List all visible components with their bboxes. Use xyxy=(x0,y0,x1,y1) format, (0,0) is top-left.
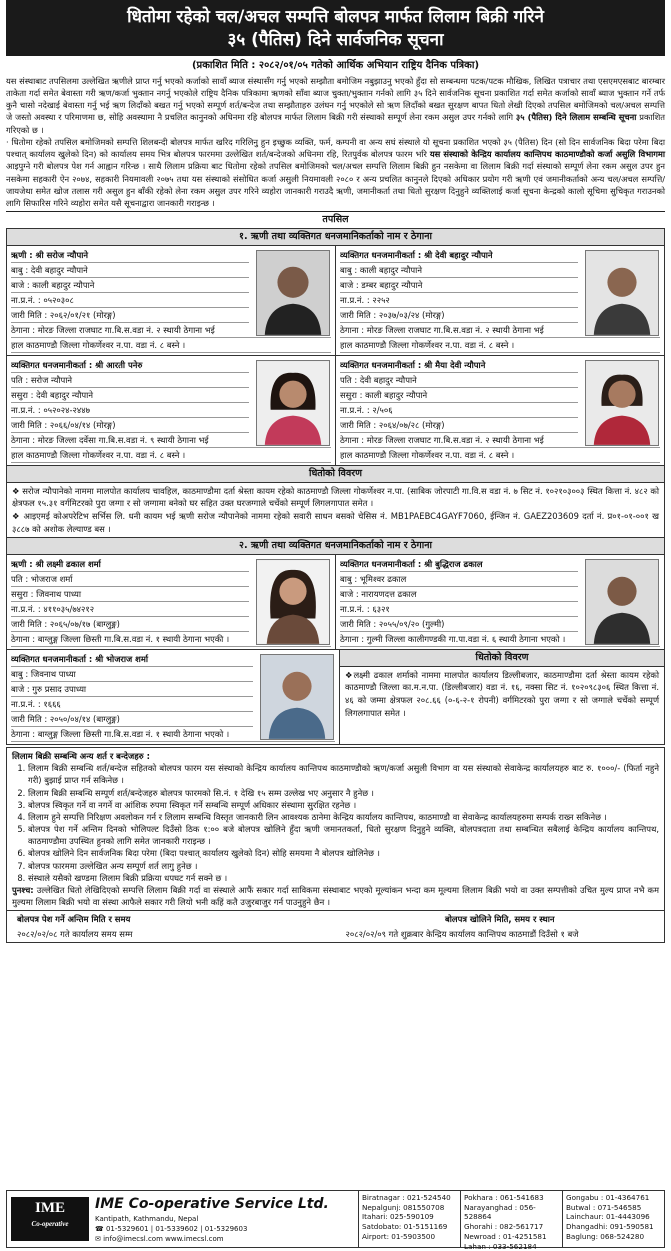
card-line: ठेगाना : बाग्लुङ्ग जिल्ला छिस्ती गा.बि.स.वडा नं. १ स्थायी ठेगाना भएको । xyxy=(11,727,335,742)
card-line: ठेगाना : बाग्लुङ्ग जिल्ला छिस्ती गा.बि.स.वडा नं. १ स्थायी ठेगाना भएकी । xyxy=(11,632,331,647)
collateral-1-details xyxy=(6,483,665,538)
branch-list-3: Gongabu : 01-4364761 Butwal : 071-546585 Lainchaur: 01-4443096 Dhangadhi: 091-590581 Baglung: 068-524280 xyxy=(566,1193,654,1241)
section-2-grid xyxy=(6,555,665,745)
card-line: ठेगाना : गुल्मी जिल्ला कालीगण्डकी गा.पा.वडा नं. ६ स्थायी ठेगाना भएको । xyxy=(340,632,660,647)
branch-list-1: Biratnagar : 021-524540 Nepalgunj: 081550708 Itahari: 025-590109 Satdobato: 01-5151169 Airport: 01-5903500 xyxy=(359,1191,461,1247)
card-heading: व्यक्तिगत धनजमानीकर्ता : श्री बुद्धिराज ढकाल xyxy=(340,557,578,572)
card-line: हाल काठमाण्डौ जिल्ला गोकर्णेश्वर न.पा. वडा नं. ८ बस्ने । xyxy=(11,338,331,353)
bid-deadline-value: २०८२/०२/०८ गते कार्यालय समय सम्म xyxy=(17,928,133,939)
collateral-2-title: धितोको विवरण xyxy=(340,650,664,667)
card-line: ना.प्र.नं. : ०५२०२४-२४४७ xyxy=(11,403,249,418)
card-line: जारी मिति : २०५५/०९/२० (गुल्मी) xyxy=(340,617,578,632)
section-1-grid xyxy=(6,246,665,466)
card-line: जारी मिति : २०६६/०४/१४ (मोरङ्ग) xyxy=(11,418,249,433)
card-line: ठेगाना : मोरङ जिल्ला राजघाट गा.बि.स.वडा नं. २ स्थायी ठेगाना भई xyxy=(11,323,331,338)
term-item: 5. बोलपत्र पेश गर्ने अन्तिम दिनको भोलिपल्ट दिउँसो ठिक १:०० बजे बोलपत्र खोलिने हुँदा ऋणी जमानतकर्ता, धितो सुरक्षण दिनुहुने व्यक्ति, बोलपत्रदाता तथा सम्बन्धित सबैलाई केन्द्रिय कार्यालय कान्तिपथ, काठमाण्डौमा उपस्थित हुनको लागि समेत जानकारी गराइन्छ । xyxy=(28,823,659,847)
section-1-row-2 xyxy=(7,355,664,465)
terms-list xyxy=(12,762,659,884)
mail-icon: ✉ xyxy=(95,1235,104,1244)
company-web: ✉ info@imecsl.com www.imecsl.com xyxy=(95,1235,224,1244)
intro-p1: यस संस्थाबाट तपसिलमा उल्लेखित ऋणीले प्राप्त गर्नु भएको कर्जाको सावाँ ब्याज संस्थासँग गर्नु भएको सम्झौता बमोजिम नबुझाउनु भएको हुँदा सो सम्बन्धमा पटक/पटक मौखिक, लिखित पत्राचार तथा एसएमएसबाट बारम्बार ताकेता गर्दा समेत बेवास्ता गरी ऋण/कर्जा भुक्तान नगर्नु भएकोले राष्ट्रिय दैनिक पत्रिकामा ऋणको साँवा ब्याज चुक्ता/भुक्तान गर्नको लागि ३५ दिने सार्वजनिक सूचना प्रकाशित गर्दा समेत कर्जाको सावाँ ब्याज भुक्तान गर्ने तर्फ कुनै चासो नदेखाई बेवास्ता गर्नु भई ऋण लिदाँको बखत गर्नु भएको सम्पूर्ण शर्त/बन्देज तथा सम्झौताहरु उलंघन गर्नु भएकोले सो ऋण लिदाँको बखत सुरक्षण बापत धितो लेखी दिएको तपसिल बमोजिमको चल/अचल सम्पत्ति जे जस्तो अवस्था र परिमाणमा छ, सोहि अवस्थामा नै प्रचलित कानुनको अधिनमा रहि बोलपत्र मार्फत लिलाम बिक्री गरी संस्थाको सम्पूर्ण लेना रकम असुल उपर गर्नको लागि xyxy=(6,75,665,123)
guarantor-card xyxy=(335,356,664,465)
intro-p2-bold: यस संस्थाको केन्द्रिय कार्यालय कान्तिपथ काठमाण्डौको कर्जा असुलि विभागमा xyxy=(429,149,666,160)
borrower-card xyxy=(7,246,335,355)
card-line: ना.प्र.नं. : ०५२०३०८ xyxy=(11,293,249,308)
term-item: 7. बोलपत्र फारममा उल्लेखित अन्य सम्पूर्ण शर्त लागु हुनेछ । xyxy=(28,860,659,872)
intro-paragraph-1 xyxy=(6,75,665,136)
card-heading: ऋणी : श्री सरोज न्यौपाने xyxy=(11,248,249,263)
bid-opening xyxy=(336,911,665,941)
section-2-row-2 xyxy=(7,649,664,744)
collateral-item-1: ❖ सरोज न्यौपानेको नाममा मालपोत कार्यालय चावहिल, काठमाण्डौमा दर्ता श्रेस्ता कायम रहेको काठमाण्डौ जिल्ला गोकर्णेश्वर न.पा. (साबिक जोरपाटी गा.वि.स वडा नं. ७ सिट नं. १०२१०३००३ स्थित कित्ता नं. ४८२ को क्षेत्रफल १५.३१ वर्गमिटरको पुरा जग्गा र सो जग्गामा बनेको घर सहित उक्त घरजग्गाले चर्चेको सम्पूर्ण लिगलगापात समेत । xyxy=(12,485,659,509)
person-photo xyxy=(585,250,659,336)
borrower-card xyxy=(7,555,335,649)
company-phones: ☎ 01-5329601 | 01-5339602 | 01-5329603 xyxy=(95,1225,248,1234)
card-line: ना.प्र.नं. : १६६६ xyxy=(11,697,253,712)
bid-deadline-label: बोलपत्र पेश गर्ने अन्तिम मिति र समय xyxy=(17,914,131,925)
card-line: ना.प्र.नं. : ६३२१ xyxy=(340,602,578,617)
terms-title: लिलाम बिक्री सम्बन्धि अन्य शर्त र बन्देजहरु : xyxy=(12,750,150,761)
bid-deadline xyxy=(7,911,336,941)
term-item: 1. लिलाम बिक्री सम्बन्धि शर्त/बन्देज सहितको बोलपत्र फारम यस संस्थाको केन्द्रिय कार्यालय कान्तिपथ काठमाण्डौको ऋण/कर्जा असुली विभाग वा यस संस्थाको सेवाकेन्द्र कार्यालयहरु बाट रु. १०००/- (फिर्ता नहुने गरी) बुझाई प्राप्त गर्न सकिनेछ । xyxy=(28,762,659,786)
phone-icon: ☎ xyxy=(95,1225,106,1234)
branch-list-2: Pokhara : 061-541683 Narayanghad : 056-528864 Ghorahi : 082-561717 Newroad : 01-4251581 Lahan : 033-562184 xyxy=(461,1191,563,1247)
collateral-1-title: धितोको विवरण xyxy=(6,466,665,483)
schedule-heading: तपसिल xyxy=(6,211,665,228)
card-line: ठेगाना : मोरङ जिल्ला राजघाट गा.बि.स.वडा नं. २ स्थायी ठेगाना भई xyxy=(340,433,660,448)
card-line: ना.प्र.नं. : २२५२ xyxy=(340,293,578,308)
intro-p2: धितोमा रहेको तपसिल बमोजिमको सम्पत्ति शिलबन्दी बोलपत्र मार्फत खरिद गरिलिनु हुन इच्छुक व्यक्ति, फर्म, कम्पनी वा अन्य सघं संस्थाले यो सूचना प्रकाशित भएको ३५ (पैतिस) दिन (सो दिन सार्वजनिक बिदा परेमा बिदा पश्चात् कार्यालय खुलेको दिन) को कार्यालय समय भित्र बोलपत्र फारममा उल्लेखित शर्त/बन्देजको अधिनमा रहि, रितपुर्वक बोलपत्र फारम भरि xyxy=(6,136,665,160)
intro-text xyxy=(6,75,665,210)
footer-branding xyxy=(7,1191,359,1247)
postscript-label: पुनश्च: xyxy=(12,885,34,896)
person-photo xyxy=(585,559,659,645)
collateral-2-details: ❖लक्ष्मी ढकाल शर्माको नाममा मालपोत कार्यालय डिल्लीबजार, काठमाण्डौमा दर्ता श्रेस्ता कायम रहेको काठमाण्डौ जिल्ला का.म.न.पा. (डिल्लीबजार) वडा नं. १६, नक्सा सिट नं. १०२०९८३०६ स्थित कित्ता नं. ४६ को जम्मा क्षेत्रफल २०८.६६ (०-६-२-१ रोपनी) वर्गमिटरको पुरा जग्गा र सो जग्गाले चर्चेको सम्पूर्ण लिगलगापात समेत । xyxy=(345,669,659,718)
card-line: बाजे : डम्बर बहादुर न्यौपाने xyxy=(340,278,578,293)
notice-banner xyxy=(6,0,665,56)
section-1-title: १. ऋणी तथा व्यक्तिगत धनजमानिकर्ताको नाम र ठेगाना xyxy=(6,228,665,246)
card-line: ससुरा : जिवनाथ पाध्या xyxy=(11,587,249,602)
term-item: 3. बोलपत्र स्विकृत गर्ने वा नगर्ने वा आंशिक रुपमा स्विकृत गर्ने सम्बन्धि सम्पूर्ण अधिकार संस्थामा सुरक्षित रहनेछ । xyxy=(28,799,659,811)
footer xyxy=(6,1190,665,1251)
card-line: जारी मिति : २०६२/०१/२१ (मोरङ्ग) xyxy=(11,308,249,323)
card-heading: व्यक्तिगत धनजमानीकर्ता : श्री देवी बहादुर न्यौपाने xyxy=(340,248,578,263)
collateral-item-2: ❖ आइएमई कोअपरेटिभ सर्भिस लि. धनी कायम भई ऋणी सरोज न्यौपानेको नाममा रहेको सवारी साधन बसको चेसिस नं. MB1PAEBC4GAYF7060, ईन्जिन नं. GAEZ203609 दर्ता नं. प्र०१-०१-००१ ख ३८८७ को अशोक लेल्याण्ड बस । xyxy=(12,510,659,534)
card-line: बाबु : जिवनाथ पाध्या xyxy=(11,667,253,682)
auction-terms xyxy=(6,747,665,911)
term-item: 2. लिलाम बिक्री सम्बन्धि सम्पूर्ण शर्त/बन्देजहरु बोलपत्र फारमको सि.नं. १ देखि १५ सम्म उल्लेख भए अनुसार नै हुनेछ । xyxy=(28,787,659,799)
bid-opening-value: २०८२/०२/०९ गते शुक्रबार केन्द्रिय कार्यालय कान्तिपथ काठमाडौं दिउँसो १ बजे xyxy=(345,928,579,939)
notice-title: धितोमा रहेको चल/अचल सम्पत्ति बोलपत्र मार्फत लिलाम बिक्री गरिने xyxy=(127,7,544,27)
card-line: ठेगाना : मोरङ जिल्ला दर्वेसा गा.बि.स.वडा नं. ९ स्थायी ठेगाना भई xyxy=(11,433,331,448)
card-line: ससुरा : काली बहादुर न्यौपाने xyxy=(340,388,578,403)
intro-p2-end: आइपुग्ने गरी बोलपत्र पेश गर्न आह्वान गरिन्छ । साथै लिलाम प्रक्रिया बाट धितोमा रहेको तपसिल बमोजिमको चल/अचल सम्पत्ति लिलाम बिक्री हुन नसकेमा वा लिलाम बिक्री गर्दा संस्थाको सम्पूर्ण लेना रकम असुल उपर हुन नसकेमा सहकारी ऐन २०७४, सहकारी नियमावली २०७५ तथा यस संस्थाको संसोधित कर्जा असुली नियमावली २०८० र अन्य प्रचलित कानुनले दिएको अधिकार प्रयोग गरी ऋणी एवं जमानीकर्ताको अन्य चल/अचल सम्पत्ति/जायजेथा समेत खोज तलास गरी असुल हुन बाँकी रहेको लेना रकम असुल उपर गरिने व्यहोरा जानकारी गराउदै ऋणी, जमानीकर्ता तथा धितो सुरक्षण दिनुहुने व्यक्तिलाई कर्जा सूचना केन्द्रको कालो सूचिमा सुचिकृत गराउनको लागि सिफारिस गरिने व्यहोरा समेत यसै सूचनाद्वारा जानकारी गराइन्छ । xyxy=(6,161,665,209)
postscript xyxy=(12,884,659,908)
card-line: हाल काठमाण्डौ जिल्ला गोकर्णेश्वर न.पा. वडा नं. ८ बस्ने । xyxy=(340,338,660,353)
section-1-row-1 xyxy=(7,246,664,355)
card-line: पति : देवी बहादुर न्यौपाने xyxy=(340,373,578,388)
card-line: बाजे : नारायणदत्त ढकाल xyxy=(340,587,578,602)
card-line: ना.प्र.नं. : २/५०६ xyxy=(340,403,578,418)
bid-opening-label: बोलपत्र खोलिने मिति, समय र स्थान xyxy=(444,914,555,925)
footer-company xyxy=(89,1194,329,1245)
guarantor-card xyxy=(7,356,335,465)
card-line: बाजे : गुरु प्रसाद उपाध्या xyxy=(11,682,253,697)
term-item: 8. संस्थाले यसैको खण्डमा लिलाम बिक्री प्रक्रिया धपघट गर्न सक्ने छ । xyxy=(28,872,659,884)
card-line: बाबु : देवी बहादुर न्यौपाने xyxy=(11,263,249,278)
term-item: 4. लिलाम हुने सम्पत्ति निरिक्षण अवलोकन गर्न र लिलाम सम्बन्धि विस्तृत जानकारी लिन आवश्यक ठानेमा केन्द्रिय कार्यालय कान्तिपथ, काठमाण्डौ वा सेवाकेन्द्र कार्यालयहरुमा सम्पर्क राख्न सकिनेछ । xyxy=(28,811,659,823)
card-line: बाजे : काली बहादुर न्यौपाने xyxy=(11,278,249,293)
card-line: जारी मिति : २०५०/०४/१४ (बाग्लुङ्ग) xyxy=(11,712,253,727)
intro-p1-end: प्रकाशित गरिएको छ । xyxy=(6,112,665,135)
bid-dates xyxy=(6,911,665,942)
card-line: ससुरा : देवी बहादुर न्यौपाने xyxy=(11,388,249,403)
company-name: IME Co-operative Service Ltd. xyxy=(95,1195,329,1212)
collateral-2-box xyxy=(339,650,664,744)
card-line: ना.प्र.नं. : ४११०३५/७४२१२ xyxy=(11,602,249,617)
card-line: बाबु : भूमिश्वर ढकाल xyxy=(340,572,578,587)
card-line: पति : भोजराज शर्मा xyxy=(11,572,249,587)
card-line: ठेगाना : मोरङ जिल्ला राजघाट गा.बि.स.वडा नं. २ स्थायी ठेगाना भई xyxy=(340,323,660,338)
card-heading: व्यक्तिगत धनजमानीकर्ता : श्री मैया देवी न्यौपाने xyxy=(340,358,578,373)
person-photo xyxy=(585,360,659,446)
card-line: जारी मिति : २०६४/०७/२८ (मोरङ्ग) xyxy=(340,418,578,433)
guarantor-card xyxy=(7,650,339,744)
notice-subtitle: ३५ (पैतिस) दिने सार्वजनिक सूचना xyxy=(227,29,444,50)
card-line: हाल काठमाण्डौ जिल्ला गोकर्णेश्वर न.पा. वडा नं. ८ बस्ने । xyxy=(11,448,331,463)
card-heading: व्यक्तिगत धनजमानीकर्ता : श्री भोजराज शर्मा xyxy=(11,652,253,667)
card-line: पति : सरोज न्यौपाने xyxy=(11,373,249,388)
term-item: 6. बोलपत्र खोलिने दिन सार्वजनिक बिदा परेमा (बिदा पश्चात् कार्यालय खुलेको दिन) सोहि समयमा नै बोलपत्र खोलिनेछ । xyxy=(28,847,659,859)
section-2-title: २. ऋणी तथा व्यक्तिगत धनजमानिकर्ताको नाम र ठेगाना xyxy=(6,538,665,555)
card-line: बाबु : काली बहादुर न्यौपाने xyxy=(340,263,578,278)
section-2-row-1 xyxy=(7,555,664,649)
card-heading: व्यक्तिगत धनजमानीकर्ता : श्री आरती पनेरु xyxy=(11,358,249,373)
intro-p1-bold: ३५ (पैतिस) दिने लिलाम सम्बन्धि सूचना xyxy=(515,112,637,123)
publication-date: (प्रकाशित मिति : २०८२/०१/०५ गतेको आर्थिक अभियान राष्ट्रिय दैनिक पत्रिका) xyxy=(191,60,480,72)
person-photo xyxy=(260,654,334,740)
company-address: Kantipath, Kathmandu, Nepal xyxy=(95,1214,199,1223)
card-line: हाल काठमाण्डौ जिल्ला गोकर्णेश्वर न.पा. वडा नं. ८ बस्ने । xyxy=(340,448,660,463)
intro-paragraph-2: · धितोमा रहेको तपसिल बमोजिमको सम्पत्ति शिलबन्दी बोलपत्र मार्फत खरिद गरिलिनु हुन इच्छुक व्यक्ति, फर्म, कम्पनी वा अन्य सघं संस्थाले यो सूचना प्रकाशित भएको ३५ (पैतिस) दिन (सो दिन सार्वजनिक बिदा परेमा बिदा पश्चात् कार्यालय खुलेको दिन) को कार्यालय समय भित्र बोलपत्र फारममा उल्लेखित शर्त/बन्देजको अधिनमा रहि, रितपुर्वक बोलपत्र फारम भरि यस संस्थाको केन्द्रिय कार्यालय कान्तिपथ काठमाण्डौको कर्जा असुलि विभागमा आइपुग्ने गरी बोलपत्र पेश गर्न आह्वान गरिन्छ । साथै लिलाम प्रक्रिया बाट धितोमा रहेको तपसिल बमोजिमको चल/अचल सम्पत्ति लिलाम बिक्री हुन नसकेमा वा लिलाम बिक्री गर्दा संस्थाको सम्पूर्ण लेना रकम असुल उपर हुन नसकेमा सहकारी ऐन २०७४, सहकारी नियमावली २०७५ तथा यस संस्थाको संसोधित कर्जा असुली नियमावली २०८० र अन्य प्रचलित कानुनले दिएको अधिकार प्रयोग गरी ऋणी एवं जमानीकर्ताको अन्य चल/अचल सम्पत्ति/जायजेथा समेत खोज तलास गरी असुल हुन बाँकी रहेको लेना रकम असुल उपर गरिने व्यहोरा जानकारी गराउदै ऋणी, जमानीकर्ता तथा धितो सुरक्षण दिनुहुने व्यक्तिलाई कर्जा सूचना केन्द्रको कालो सूचिमा सुचिकृत गराउनको लागि सिफारिस गरिने व्यहोरा समेत यसै सूचनाद्वारा जानकारी गराइन्छ । xyxy=(6,136,666,209)
guarantor-card xyxy=(335,246,664,355)
person-photo xyxy=(256,360,330,446)
person-photo xyxy=(256,250,330,336)
card-line: जारी मिति : २०३७/०३/२४ (मोरङ्ग) xyxy=(340,308,578,323)
card-line: जारी मिति : २०६५/०७/१७ (बाग्लुङ्ग) xyxy=(11,617,249,632)
ime-logo: IME Co-operative xyxy=(11,1197,89,1241)
guarantor-card xyxy=(335,555,664,649)
postscript-text: उल्लेखित धितो लेखिदिएको सम्पत्ति लिलाम बिक्री गर्दा वा संस्थाले आफैं सकार गर्दा साविकमा संस्थाबाट भएको मूल्यांकन भन्दा कम मूल्यमा लिलाम बिक्री भयो वा उक्त सम्पत्तीको उचित मुल्य प्राप्त नभै कम मुल्यमा लिलाम बिक्री भयो वा संस्था आफैले सकार गरी लियो भनी कहिं कतै उजुरबाजुर गर्न पाउनुहुने छैन । xyxy=(12,885,659,908)
card-heading: ऋणी : श्री लक्ष्मी ढकाल शर्मा xyxy=(11,557,249,572)
person-photo xyxy=(256,559,330,645)
